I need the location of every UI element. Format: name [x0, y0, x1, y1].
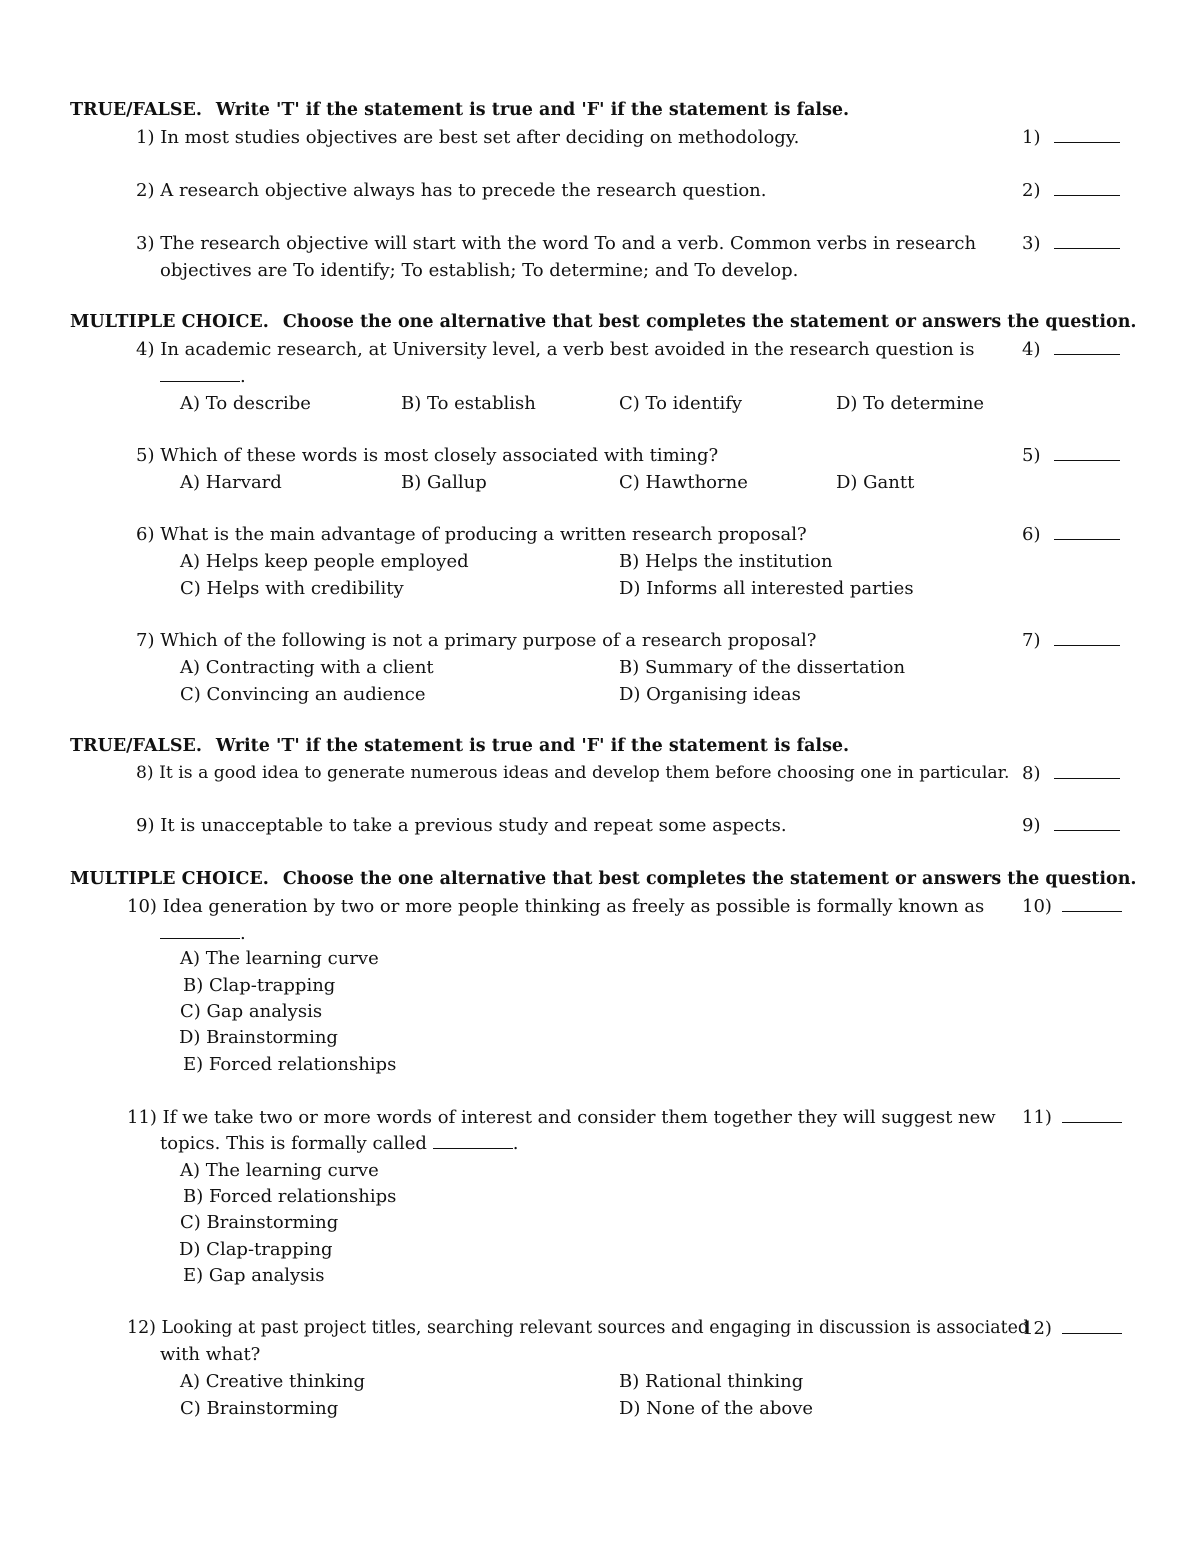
question-text: Which of the following is not a primary purpose of a research proposal?	[160, 630, 817, 651]
fill-in-blank	[160, 365, 240, 382]
answer-blank-8[interactable]: 8)	[1022, 760, 1120, 787]
section-header-true-false-1	[70, 99, 849, 121]
question-text: Idea generation by two or more people thinking as freely as possible is formally known as	[162, 896, 985, 917]
question-8	[136, 760, 1010, 787]
question-11	[127, 1104, 997, 1131]
option-a[interactable]: A) Helps keep people employed	[180, 551, 469, 572]
option-d[interactable]: D) Informs all interested parties	[619, 578, 914, 599]
section-instruction: Choose the one alternative that best completes the statement or answers the question.	[282, 312, 1137, 332]
option-a[interactable]: A) The learning curve	[180, 948, 379, 969]
option-b[interactable]: B) Forced relationships	[183, 1186, 397, 1207]
question-text: The research objective will start with the word To and a verb. Common verbs in research	[160, 233, 977, 254]
question-number: 5)	[136, 445, 155, 466]
option-d[interactable]: D) Clap-trapping	[179, 1239, 333, 1260]
question-text: In academic research, at University level, a verb best avoided in the research question is	[160, 339, 975, 360]
question-number: 11)	[127, 1107, 157, 1128]
question-12-continued: with what?	[160, 1344, 261, 1365]
option-c[interactable]: C) Hawthorne	[619, 472, 748, 493]
option-e[interactable]: E) Gap analysis	[183, 1265, 325, 1286]
question-text: Which of these words is most closely associated with timing?	[160, 445, 719, 466]
answer-blank-7[interactable]: 7)	[1022, 627, 1120, 654]
question-number: 4)	[136, 339, 155, 360]
question-number: 10)	[127, 896, 157, 917]
answer-blank-6[interactable]: 6)	[1022, 521, 1120, 548]
option-b[interactable]: B) Helps the institution	[619, 551, 833, 572]
section-header-multiple-choice-1	[70, 311, 1137, 333]
question-number: 1)	[136, 127, 155, 148]
section-type: MULTIPLE CHOICE.	[70, 312, 269, 332]
question-3-continued: objectives are To identify; To establish; To determine; and To develop.	[160, 260, 799, 281]
fill-in-blank	[160, 922, 240, 939]
option-a[interactable]: A) Creative thinking	[180, 1371, 365, 1392]
option-a[interactable]: A) To describe	[180, 393, 311, 414]
section-instruction: Choose the one alternative that best completes the statement or answers the question.	[282, 869, 1137, 889]
option-c[interactable]: C) Brainstorming	[180, 1212, 339, 1233]
question-number: 12)	[127, 1318, 156, 1338]
section-type: TRUE/FALSE.	[70, 736, 202, 756]
question-1	[136, 124, 1006, 151]
question-5	[136, 442, 1006, 469]
section-type: TRUE/FALSE.	[70, 100, 202, 120]
option-d[interactable]: D) None of the above	[619, 1398, 814, 1419]
option-a[interactable]: A) The learning curve	[180, 1160, 379, 1181]
option-c[interactable]: C) Brainstorming	[180, 1398, 339, 1419]
answer-blank-9[interactable]: 9)	[1022, 812, 1120, 839]
question-number: 3)	[136, 233, 155, 254]
question-4	[136, 336, 1006, 363]
question-text: In most studies objectives are best set after deciding on methodology.	[160, 127, 800, 148]
answer-blank-2[interactable]: 2)	[1022, 177, 1120, 204]
question-text: A research objective always has to precede the research question.	[160, 180, 767, 201]
option-b[interactable]: B) Clap-trapping	[183, 975, 336, 996]
section-instruction: Write 'T' if the statement is true and 'F' if the statement is false.	[215, 736, 850, 756]
question-12	[127, 1315, 1029, 1342]
question-6	[136, 521, 1006, 548]
question-number: 8)	[136, 763, 154, 783]
option-d[interactable]: D) Gantt	[836, 472, 915, 493]
question-text: Looking at past project titles, searching relevant sources and engaging in discussion is associated	[161, 1318, 1029, 1338]
question-number: 2)	[136, 180, 155, 201]
question-text: It is a good idea to generate numerous ideas and develop them before choosing one in particular.	[159, 763, 1010, 783]
question-2	[136, 177, 1006, 204]
section-type: MULTIPLE CHOICE.	[70, 869, 269, 889]
option-c[interactable]: C) Helps with credibility	[180, 578, 404, 599]
option-c[interactable]: C) Gap analysis	[180, 1001, 323, 1022]
answer-blank-12[interactable]: 12)	[1022, 1315, 1122, 1342]
question-number: 7)	[136, 630, 155, 651]
question-10	[127, 893, 997, 920]
answer-blank-11[interactable]: 11)	[1022, 1104, 1122, 1131]
question-text: It is unacceptable to take a previous study and repeat some aspects.	[160, 815, 787, 836]
section-header-multiple-choice-2	[70, 868, 1137, 890]
option-e[interactable]: E) Forced relationships	[183, 1054, 397, 1075]
section-header-true-false-2	[70, 735, 849, 757]
question-10-continued: .	[160, 920, 246, 947]
option-d[interactable]: D) Brainstorming	[179, 1027, 338, 1048]
question-text: If we take two or more words of interest and consider them together they will suggest new	[162, 1107, 996, 1128]
question-3	[136, 230, 1006, 257]
option-b[interactable]: B) Gallup	[401, 472, 487, 493]
option-c[interactable]: C) To identify	[619, 393, 743, 414]
answer-blank-10[interactable]: 10)	[1022, 893, 1122, 920]
answer-blank-4[interactable]: 4)	[1022, 336, 1120, 363]
question-9	[136, 812, 1006, 839]
option-b[interactable]: B) Summary of the dissertation	[619, 657, 906, 678]
answer-blank-5[interactable]: 5)	[1022, 442, 1120, 469]
answer-blank-3[interactable]: 3)	[1022, 230, 1120, 257]
option-b[interactable]: B) To establish	[401, 393, 536, 414]
question-4-continued: .	[160, 363, 246, 390]
question-number: 6)	[136, 524, 155, 545]
option-c[interactable]: C) Convincing an audience	[180, 684, 426, 705]
question-text: What is the main advantage of producing a written research proposal?	[160, 524, 807, 545]
question-number: 9)	[136, 815, 155, 836]
section-instruction: Write 'T' if the statement is true and 'F' if the statement is false.	[215, 100, 850, 120]
option-d[interactable]: D) Organising ideas	[619, 684, 801, 705]
fill-in-blank	[433, 1132, 513, 1149]
answer-blank-1[interactable]: 1)	[1022, 124, 1120, 151]
option-a[interactable]: A) Harvard	[180, 472, 282, 493]
option-b[interactable]: B) Rational thinking	[619, 1371, 804, 1392]
question-11-continued: topics. This is formally called .	[160, 1133, 519, 1154]
option-d[interactable]: D) To determine	[836, 393, 985, 414]
question-7	[136, 627, 1006, 654]
option-a[interactable]: A) Contracting with a client	[180, 657, 434, 678]
